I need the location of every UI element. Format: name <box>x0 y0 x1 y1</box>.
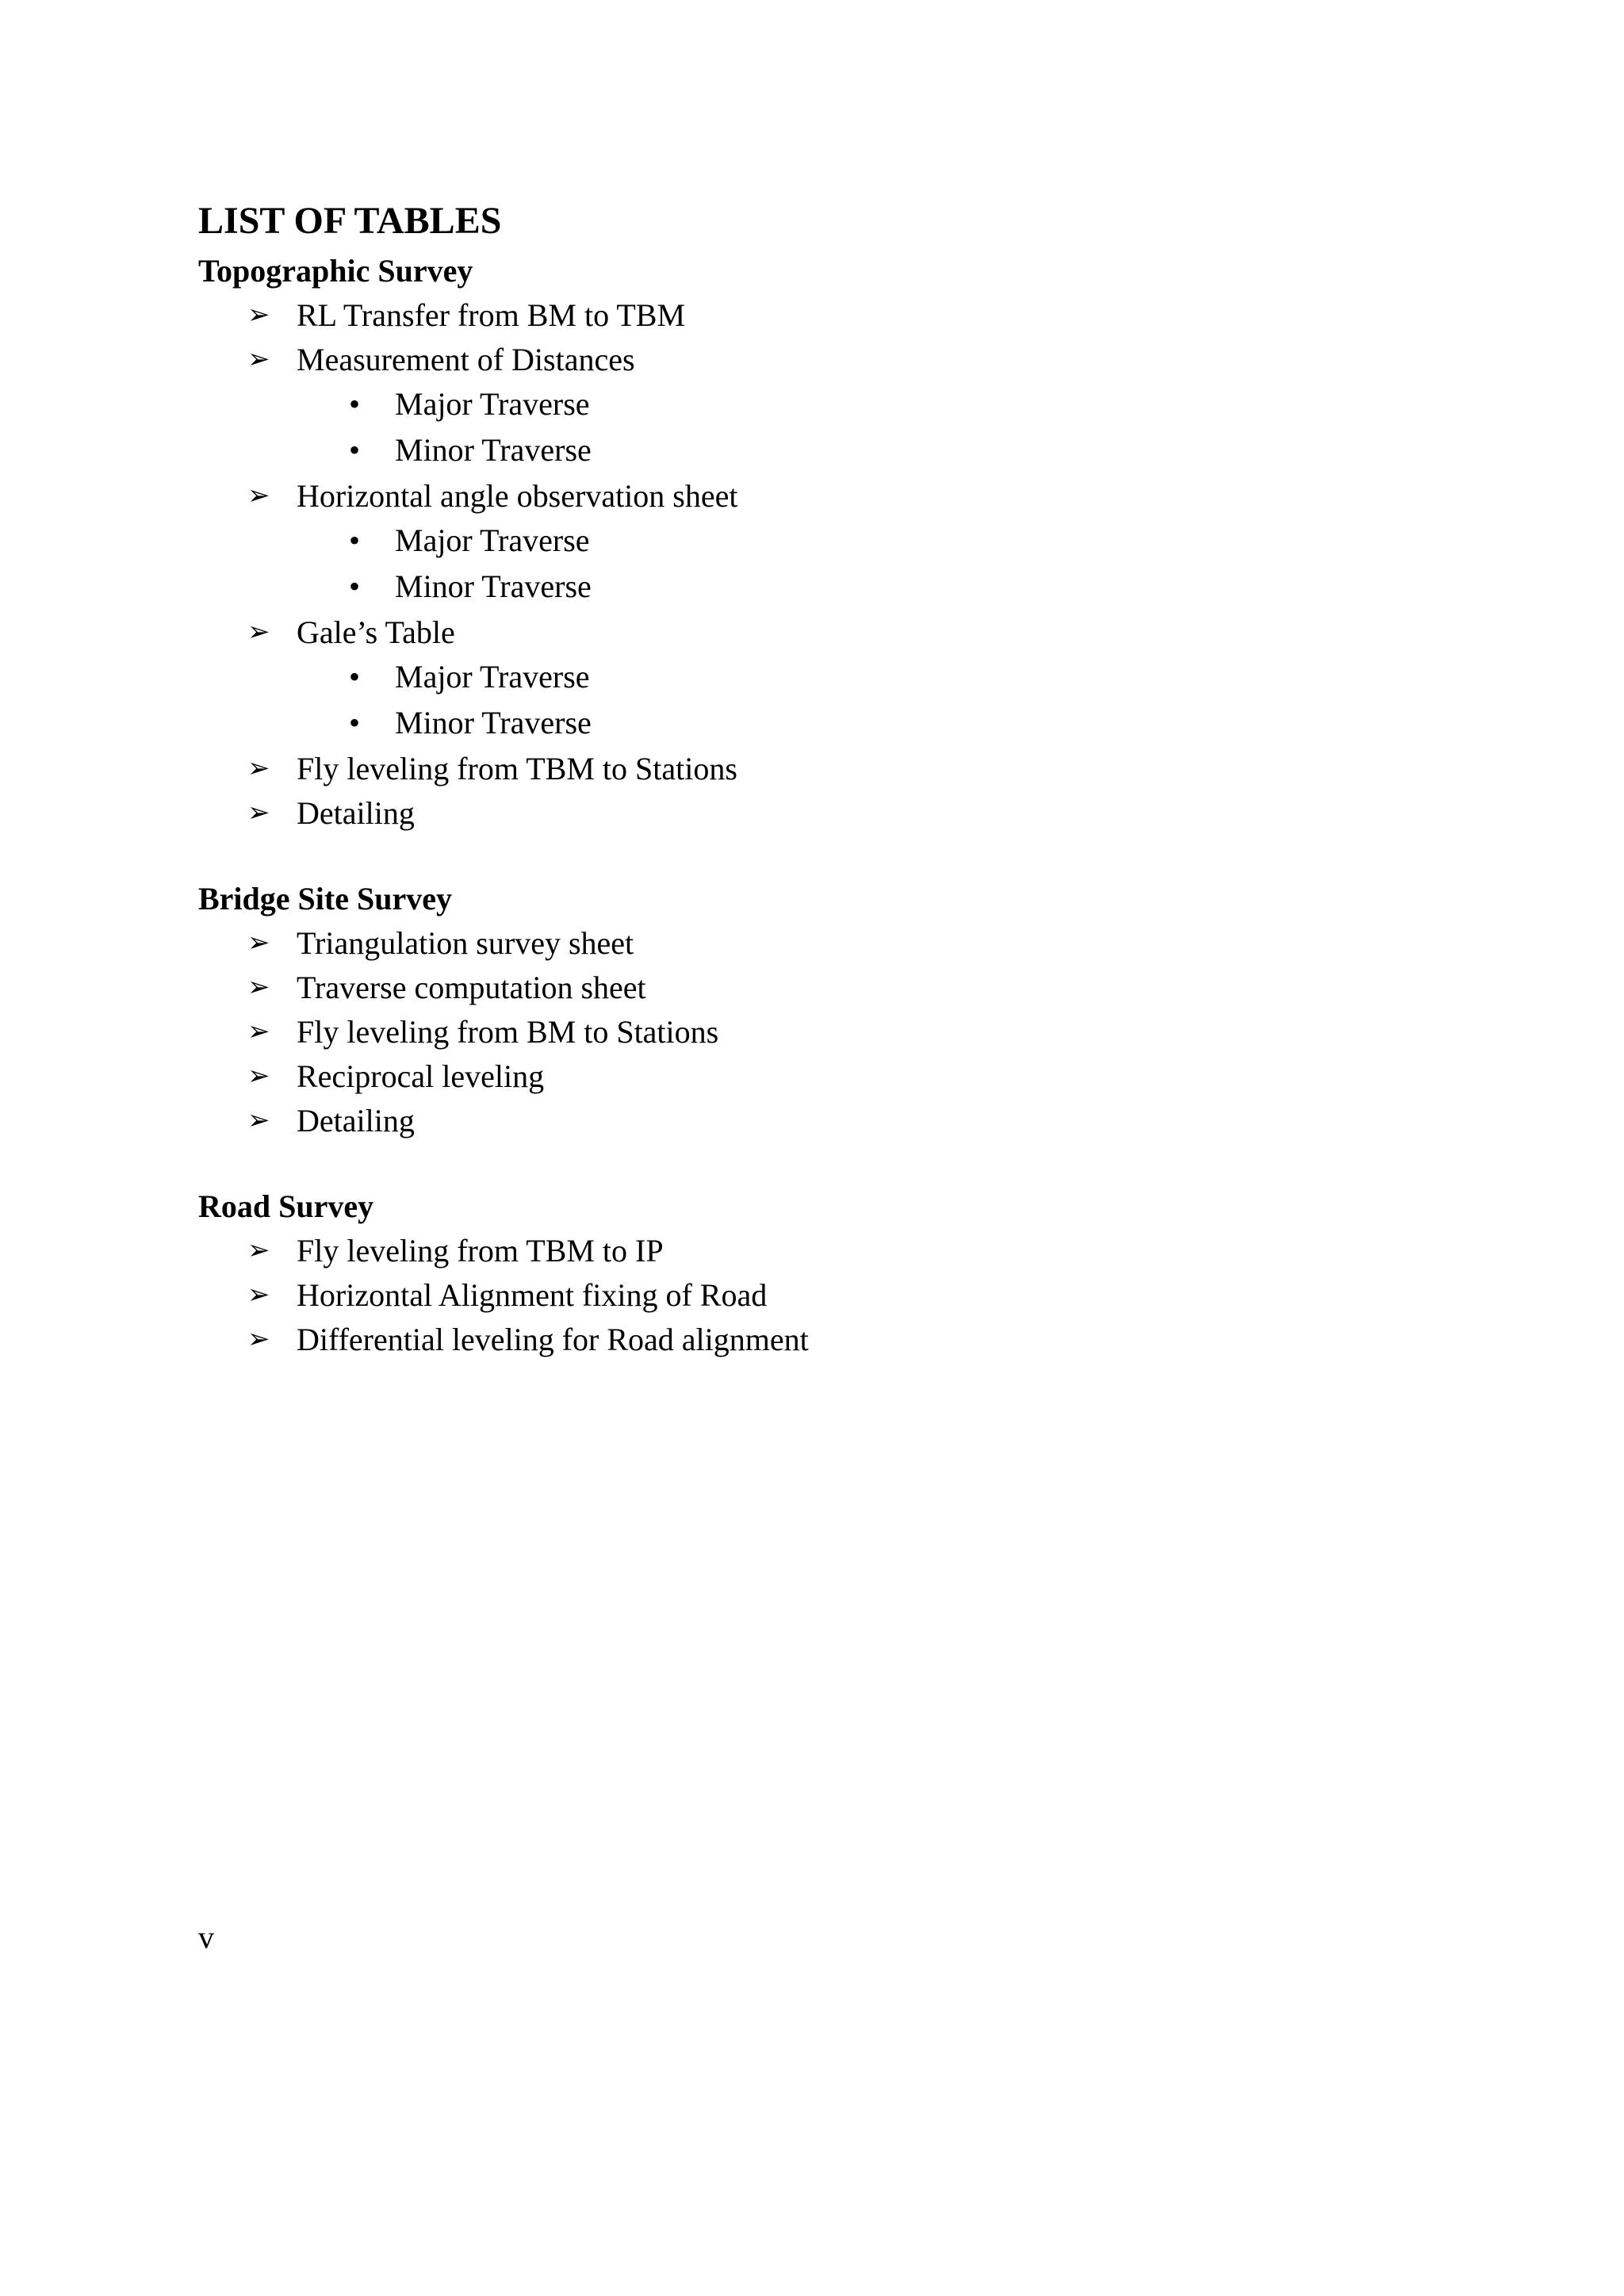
dot-bullet-icon: • <box>349 522 361 558</box>
item-label: Reciprocal leveling <box>297 1058 545 1094</box>
dot-bullet-icon: • <box>349 705 361 740</box>
sub-item-label: Major Traverse <box>395 659 590 695</box>
sub-list-item <box>198 701 1467 747</box>
list-item <box>198 791 1467 836</box>
list-item <box>198 966 1467 1010</box>
item-label: Fly leveling from BM to Stations <box>297 1014 719 1050</box>
section-bridge-site-survey <box>198 877 1467 1143</box>
arrow-bullet-icon: ➢ <box>247 618 270 647</box>
arrow-bullet-icon: ➢ <box>247 1280 270 1310</box>
item-label: Measurement of Distances <box>297 342 635 377</box>
list-item <box>198 474 1467 519</box>
section-topographic-survey <box>198 249 1467 836</box>
item-label: Triangulation survey sheet <box>297 925 634 961</box>
arrow-bullet-icon: ➢ <box>247 928 270 958</box>
section-heading: Bridge Site Survey <box>198 881 452 916</box>
page-number: v <box>198 1919 214 1955</box>
list-of-tables <box>198 193 1467 1362</box>
arrow-bullet-icon: ➢ <box>247 1106 270 1135</box>
sub-list-item <box>198 564 1467 610</box>
arrow-bullet-icon: ➢ <box>247 1236 270 1265</box>
dot-bullet-icon: • <box>349 386 361 422</box>
item-label: Detailing <box>297 1103 415 1138</box>
sub-item-label: Major Traverse <box>395 386 590 422</box>
sub-list-item <box>198 655 1467 701</box>
sub-item-label: Minor Traverse <box>395 568 592 604</box>
arrow-bullet-icon: ➢ <box>247 798 270 828</box>
list-item <box>198 1054 1467 1099</box>
section-heading: Road Survey <box>198 1188 374 1224</box>
list-item <box>198 1229 1467 1273</box>
list-item <box>198 1010 1467 1054</box>
item-label: Fly leveling from TBM to IP <box>297 1233 664 1269</box>
sub-item-label: Major Traverse <box>395 522 590 558</box>
list-item <box>198 1273 1467 1318</box>
sub-item-label: Minor Traverse <box>395 705 592 740</box>
list-item <box>198 1318 1467 1362</box>
page-title: LIST OF TABLES <box>198 200 502 242</box>
arrow-bullet-icon: ➢ <box>247 481 270 511</box>
sub-list-item <box>198 519 1467 564</box>
arrow-bullet-icon: ➢ <box>247 300 270 330</box>
dot-bullet-icon: • <box>349 432 361 468</box>
sub-item-label: Minor Traverse <box>395 432 592 468</box>
item-label: RL Transfer from BM to TBM <box>297 297 686 333</box>
list-item <box>198 610 1467 655</box>
arrow-bullet-icon: ➢ <box>247 1325 270 1354</box>
list-item <box>198 338 1467 382</box>
dot-bullet-icon: • <box>349 659 361 695</box>
sub-list-item <box>198 428 1467 474</box>
list-item <box>198 1099 1467 1143</box>
dot-bullet-icon: • <box>349 568 361 604</box>
arrow-bullet-icon: ➢ <box>247 1017 270 1047</box>
item-label: Differential leveling for Road alignment <box>297 1322 809 1357</box>
arrow-bullet-icon: ➢ <box>247 754 270 783</box>
item-label: Horizontal angle observation sheet <box>297 478 738 514</box>
list-item <box>198 747 1467 791</box>
list-item <box>198 293 1467 338</box>
item-label: Traverse computation sheet <box>297 970 646 1005</box>
arrow-bullet-icon: ➢ <box>247 345 270 374</box>
arrow-bullet-icon: ➢ <box>247 973 270 1002</box>
section-road-survey <box>198 1184 1467 1362</box>
section-heading: Topographic Survey <box>198 253 473 289</box>
item-label: Detailing <box>297 795 415 831</box>
item-label: Fly leveling from TBM to Stations <box>297 751 737 786</box>
sub-list-item <box>198 382 1467 428</box>
spacer <box>198 1143 1467 1184</box>
arrow-bullet-icon: ➢ <box>247 1062 270 1091</box>
spacer <box>198 836 1467 877</box>
item-label: Gale’s Table <box>297 614 455 650</box>
list-item <box>198 921 1467 966</box>
item-label: Horizontal Alignment fixing of Road <box>297 1277 768 1313</box>
